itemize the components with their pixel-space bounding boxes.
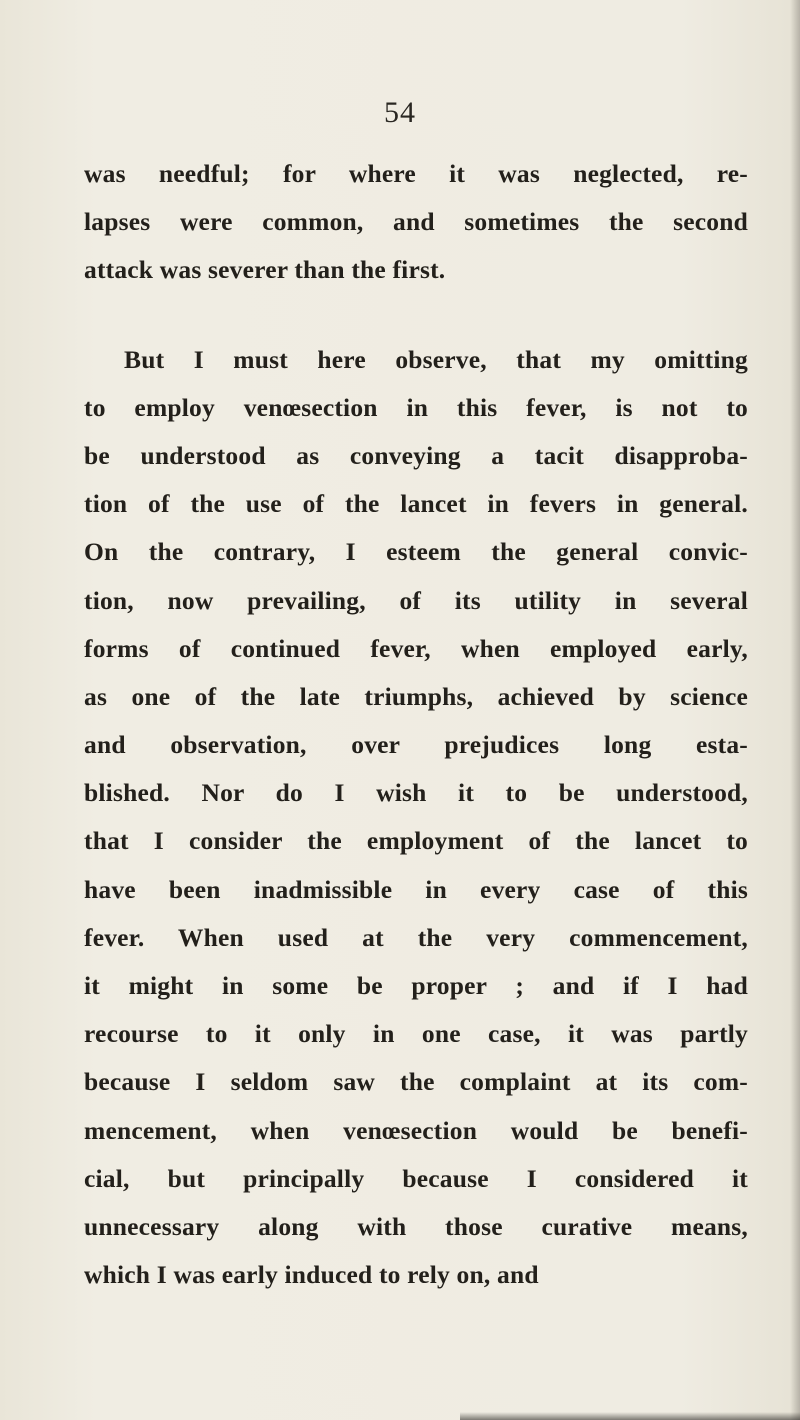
text-line: unnecessary along with those curative means, [84, 1211, 748, 1241]
text-line: forms of continued fever, when employed early, [84, 633, 748, 663]
text-line: recourse to it only in one case, it was partly [84, 1019, 748, 1049]
text-line: was needful; for where it was neglected, re- [84, 159, 748, 188]
text-line: lapses were common, and sometimes the second [84, 207, 748, 237]
page-number: 54 [384, 96, 416, 129]
text-line: because I seldom saw the complaint at its com- [84, 1067, 748, 1097]
text-line: it might in some be proper ; and if I had [84, 971, 748, 1000]
text-line: tion, now prevailing, of its utility in several [84, 585, 748, 615]
paragraph-1 [84, 150, 748, 295]
text-line: mencement, when venœsection would be benefi- [84, 1115, 748, 1145]
text-line: which I was early induced to rely on, and [84, 1260, 539, 1290]
text-line: fever. When used at the very commencement, [84, 922, 748, 952]
text-line: On the contrary, I esteem the general convic- [84, 537, 748, 567]
text-line: cial, but principally because I considered it [84, 1163, 748, 1193]
text-line: be understood as conveying a tacit disapproba- [84, 440, 748, 470]
text-line: tion of the use of the lancet in fevers in general. [84, 489, 748, 519]
body-text [84, 150, 748, 1299]
text-line: But I must here observe, that my omitting [124, 344, 748, 374]
text-line: blished. Nor do I wish it to be understood, [84, 778, 748, 808]
text-line: and observation, over prejudices long esta- [84, 730, 748, 760]
page-edge-shadow [790, 0, 800, 1420]
text-line: as one of the late triumphs, achieved by science [84, 681, 748, 711]
text-line: attack was severer than the first. [84, 255, 446, 285]
paragraph-2 [84, 336, 748, 1300]
text-line: that I consider the employment of the lancet to [84, 826, 748, 856]
text-line: have been inadmissible in every case of this [84, 874, 748, 904]
page-bottom-shadow [460, 1412, 800, 1420]
text-line: to employ venœsection in this fever, is not to [84, 392, 748, 422]
